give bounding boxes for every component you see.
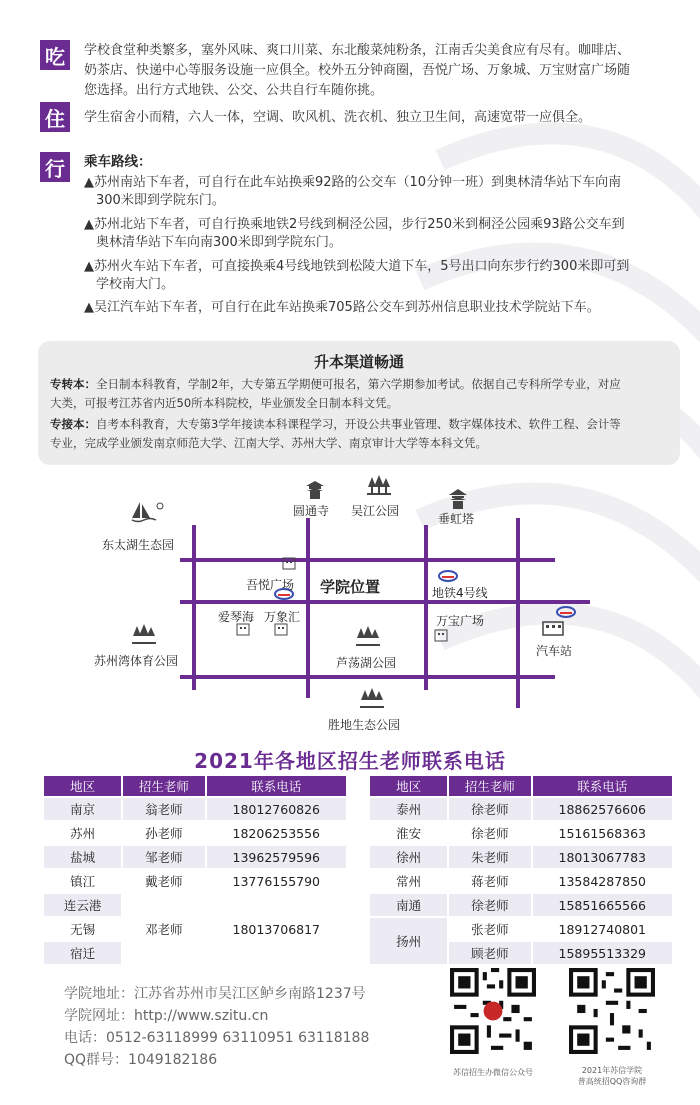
table-row: [44, 870, 346, 892]
table-row: [44, 822, 346, 844]
sailboat-icon: [130, 500, 166, 528]
cell-region: 镇江: [44, 870, 121, 892]
phone-text: 电话：0512-63118999 63110951 63118188: [64, 1030, 370, 1046]
road-v2: [306, 518, 310, 698]
place-aiqinhai: 爱琴海: [218, 610, 255, 624]
route-1: [84, 174, 679, 210]
transfer-line-1: 全日制本科教育，学制2年，大专第五学期便可报名，第六学期参加考试。依据自己专科所学专业，对应: [96, 377, 621, 391]
table-row: [370, 918, 672, 940]
trees-icon: [356, 626, 380, 648]
cell-teacher: 翁老师: [123, 798, 204, 820]
bridge-line-2: 专业，完成学业颁发南京师范大学、江南大学、苏州大学、南京审计大学等本科文凭。: [50, 436, 487, 450]
road-v3: [424, 525, 428, 690]
place-metro4: 地铁4号线: [432, 586, 488, 600]
cell-phone: 13776155790: [207, 870, 346, 892]
qq-qr-caption: [552, 1065, 672, 1087]
cell-phone: 18013706817: [207, 894, 346, 964]
cell-phone: 18912740801: [533, 918, 672, 940]
table-row: [370, 822, 672, 844]
route-4: [84, 299, 679, 317]
cell-region: 宿迁: [44, 942, 121, 964]
cell-teacher: 邹老师: [123, 846, 204, 868]
place-shengdi: 胜地生态公园: [328, 718, 401, 732]
route-2-line-1: ▲苏州北站下车者，可自行换乘地铁2号线到桐泾公园，步行250米到桐泾公园乘93路公交车到: [84, 217, 625, 232]
place-yuantong: 圆通寺: [293, 504, 330, 518]
place-chuihong: 垂虹塔: [438, 512, 475, 526]
metro-logo-icon: [556, 606, 576, 618]
cell-region: 泰州: [370, 798, 447, 820]
cell-phone: 18013067783: [533, 846, 672, 868]
qq-caption-line-2: 普高统招QQ咨询群: [577, 1077, 647, 1086]
upgrade-title: 升本渠道畅通: [313, 353, 404, 371]
eat-line-2: 奶茶店、快递中心等服务设施一应俱全。校外五分钟商圈，吾悦广场、万象城、万宝财富广场随: [84, 63, 631, 78]
shop-icon: [282, 556, 296, 570]
eat-line-3: 您选择。出行方式地铁、公交、公共自行车随你挑。: [84, 83, 384, 98]
place-wujiang-park: 吴江公园: [351, 504, 400, 518]
place-campus: 学院位置: [320, 578, 381, 596]
route-1-line-1: ▲苏州南站下车者，可自行在此车站换乘92路的公交车（10分钟一班）到奥林清华站下车向南: [84, 175, 622, 190]
address-text: 学院地址：江苏省苏州市吴江区鲈乡南路1237号: [64, 986, 366, 1002]
road-v4: [516, 518, 520, 708]
cell-phone: 13584287850: [533, 870, 672, 892]
cell-region: 南京: [44, 798, 121, 820]
cell-teacher: 顾老师: [449, 942, 530, 964]
place-bus-station: 汽车站: [536, 644, 573, 658]
table-header: [44, 776, 346, 796]
road-v1: [192, 525, 196, 690]
school-info: [64, 983, 369, 1071]
transfer-line-2: 大类，可报考江苏省内近50所本科院校，毕业颁发全日制本科文凭。: [50, 396, 399, 410]
route-3-line-2: 学校南大门。: [96, 277, 175, 292]
header-phone: 联系电话: [207, 776, 346, 796]
route-1-line-2: 300米即到学院东门。: [96, 193, 225, 208]
cell-region: 扬州: [370, 918, 447, 964]
bridge-label: 专接本：: [50, 417, 96, 431]
cell-region: 苏州: [44, 822, 121, 844]
cell-region: 常州: [370, 870, 447, 892]
header-region: 地区: [44, 776, 121, 796]
contacts-title: 2021年各地区招生老师联系电话: [194, 749, 506, 773]
route-2-line-2: 奥林清华站下车向南300米即到学院东门。: [96, 235, 342, 250]
qq-text: QQ群号：1049182186: [64, 1052, 218, 1068]
cell-teacher: 徐老师: [449, 798, 530, 820]
route-4-line-1: ▲吴江汽车站下车者，可自行在此车站换乘705路公交车到苏州信息职业技术学院站下车。: [84, 300, 600, 315]
road-h1: [180, 558, 555, 562]
place-wuyue: 吾悦广场: [246, 578, 295, 592]
cell-phone: 15161568363: [533, 822, 672, 844]
eat-badge: 吃: [40, 40, 70, 70]
live-text: 学生宿舍小而精，六人一体，空调、吹风机、洗衣机、独立卫生间，高速宽带一应俱全。: [84, 110, 592, 125]
road-h3: [180, 675, 555, 679]
place-sports: 苏州湾体育公园: [94, 654, 179, 668]
cell-teacher: 邓老师: [123, 894, 204, 964]
table-row: [44, 846, 346, 868]
cell-teacher: 徐老师: [449, 822, 530, 844]
building-icon: [542, 618, 564, 636]
place-taihu: 东太湖生态园: [102, 538, 175, 552]
route-3-line-1: ▲苏州火车站下车者，可直接换乘4号线地铁到松陵大道下车，5号出口向东步行约300米即可到: [84, 259, 630, 274]
cell-region: 淮安: [370, 822, 447, 844]
contacts-table-right: [368, 774, 674, 966]
table-row: [370, 846, 672, 868]
pagoda-icon: [447, 488, 469, 510]
shop-icon: [434, 628, 448, 642]
cell-region: 盐城: [44, 846, 121, 868]
wechat-qr-code: [450, 968, 536, 1054]
table-row: [370, 870, 672, 892]
cell-teacher: 蒋老师: [449, 870, 530, 892]
road-h2: [180, 600, 590, 604]
upgrade-transfer: [50, 375, 670, 413]
upgrade-bridge: [50, 415, 670, 453]
table-row: [44, 798, 346, 820]
cell-region: 南通: [370, 894, 447, 916]
live-badge: 住: [40, 102, 70, 132]
cell-phone: 18862576606: [533, 798, 672, 820]
cell-region: 徐州: [370, 846, 447, 868]
qq-caption-line-1: 2021年苏信学院: [581, 1066, 643, 1075]
trees-icon: [367, 475, 391, 497]
trees-icon: [360, 688, 384, 710]
website-text[interactable]: 学院网址：http://www.szitu.cn: [64, 1008, 269, 1024]
eat-text: [84, 41, 684, 101]
campus-map: [0, 470, 700, 740]
temple-icon: [304, 480, 326, 500]
upgrade-panel: [38, 341, 680, 465]
cell-teacher: 戴老师: [123, 870, 204, 892]
wechat-qr-caption: 苏信招生办微信公众号: [453, 1068, 533, 1077]
route-2: [84, 216, 679, 252]
table-header: [370, 776, 672, 796]
header-teacher: 招生老师: [123, 776, 204, 796]
table-row: [370, 798, 672, 820]
place-wanbao: 万宝广场: [436, 614, 485, 628]
cell-teacher: 孙老师: [123, 822, 204, 844]
header-phone: 联系电话: [533, 776, 672, 796]
table-row: [44, 894, 346, 916]
travel-badge: 行: [40, 152, 70, 182]
contacts-table-left: [42, 774, 348, 966]
cell-region: 无锡: [44, 918, 121, 940]
cell-region: 连云港: [44, 894, 121, 916]
cell-phone: 15851665566: [533, 894, 672, 916]
cell-teacher: 徐老师: [449, 894, 530, 916]
route-3: [84, 258, 679, 294]
header-teacher: 招生老师: [449, 776, 530, 796]
header-region: 地区: [370, 776, 447, 796]
cell-phone: 13962579596: [207, 846, 346, 868]
cell-teacher: 张老师: [449, 918, 530, 940]
eat-line-1: 学校食堂种类繁多，塞外风味、爽口川菜、东北酸菜炖粉条，江南舌尖美食应有尽有。咖啡店、: [84, 43, 631, 58]
place-ludang: 芦荡湖公园: [336, 656, 397, 670]
qq-group-qr-code: [569, 968, 655, 1054]
metro-logo-icon: [438, 570, 458, 582]
transfer-label: 专转本：: [50, 377, 96, 391]
place-wanxiang: 万象汇: [264, 610, 301, 624]
cell-teacher: 朱老师: [449, 846, 530, 868]
cell-phone: 18012760826: [207, 798, 346, 820]
cell-phone: 15895513329: [533, 942, 672, 964]
bridge-line-1: 自考本科教育，大专第3学年接读本科课程学习，开设公共事业管理、数字媒体技术、软件工程、会计等: [96, 417, 621, 431]
cell-phone: 18206253556: [207, 822, 346, 844]
trees-icon: [132, 624, 156, 646]
table-row: [370, 894, 672, 916]
travel-title: 乘车路线：: [84, 154, 152, 170]
